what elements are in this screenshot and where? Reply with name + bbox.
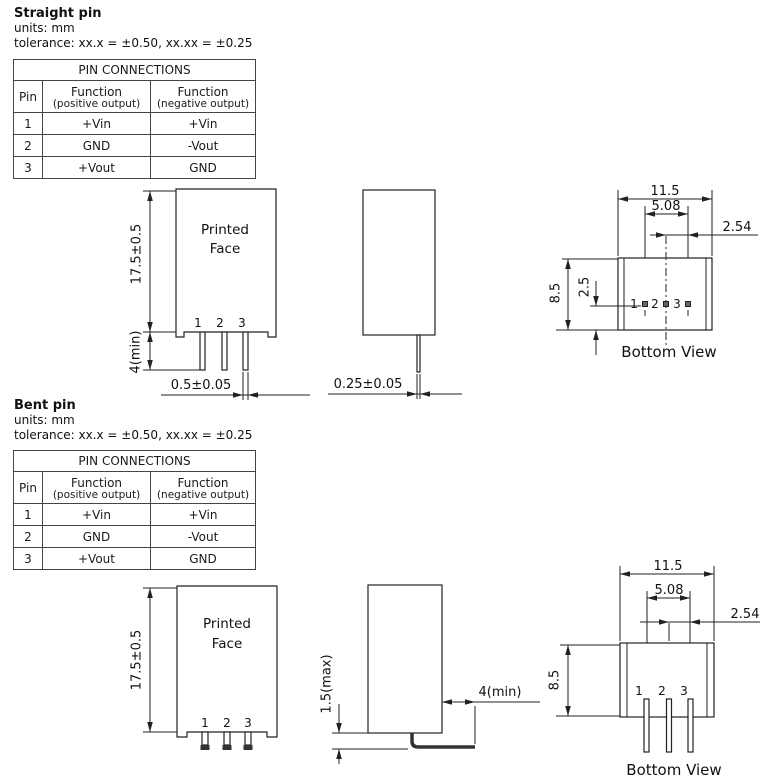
dim-pin-thickness-label: 0.25±0.05 — [333, 377, 403, 392]
pin-1 — [644, 699, 649, 752]
col-header-negative-sub: (negative output) — [156, 97, 250, 110]
dim-pin-pitch-label: 2.54 — [722, 220, 752, 235]
cell-pin: 1 — [14, 113, 43, 135]
cell-pin: 3 — [14, 157, 43, 179]
col-header-negative-sub: (negative output) — [156, 488, 250, 501]
dim-pin-span-label: 5.08 — [654, 583, 684, 598]
col-header-negative-main: Function — [177, 475, 229, 490]
cell-positive: GND — [43, 135, 151, 157]
bent-units-label: units: mm — [14, 413, 75, 427]
bent-bottom-view-drawing — [548, 559, 761, 779]
col-header-negative-main: Function — [177, 84, 229, 99]
dim-pin-length-label: 4(min) — [128, 330, 144, 374]
dim-pin-row-offset-label: 2.5 — [577, 276, 593, 298]
cell-positive: +Vout — [43, 548, 151, 570]
pin-number-3: 3 — [244, 716, 252, 730]
dim-body-height-label: 17.5±0.5 — [129, 223, 145, 285]
cell-negative: GND — [151, 157, 256, 179]
cell-pin: 1 — [14, 504, 43, 526]
cell-pin: 2 — [14, 526, 43, 548]
pin-2-end — [664, 302, 669, 307]
dim-pin-pitch-label: 2.54 — [730, 607, 760, 622]
cell-positive: GND — [43, 526, 151, 548]
table-title: PIN CONNECTIONS — [14, 60, 256, 81]
printed-face-label-line2: Face — [209, 241, 241, 257]
cell-negative: -Vout — [151, 526, 256, 548]
dim-pin-length-label: 4(min) — [478, 685, 522, 700]
dim-width-label: 11.5 — [650, 184, 680, 199]
pin-2 — [222, 332, 227, 370]
col-header-positive-main: Function — [70, 475, 123, 490]
col-header-positive-sub: (positive output) — [52, 97, 141, 110]
pin-number-3: 3 — [680, 684, 688, 698]
dim-depth-label: 8.5 — [548, 282, 564, 304]
printed-face-label-line1: Printed — [201, 222, 249, 238]
package-outline — [177, 586, 277, 737]
dim-depth-label: 8.5 — [547, 669, 563, 691]
straight-front-view-drawing — [129, 189, 311, 400]
straight-side-view-drawing — [328, 190, 462, 399]
pin-3-foot — [244, 745, 253, 750]
straight-bottom-view-drawing — [549, 184, 759, 361]
bent-tolerance-label: tolerance: xx.x = ±0.50, xx.xx = ±0.25 — [14, 428, 253, 442]
dim-pin-width-label: 0.5±0.05 — [170, 378, 232, 393]
pin-3 — [243, 332, 248, 370]
dim-width-label: 11.5 — [653, 559, 683, 574]
straight-pin-title: Straight pin — [14, 6, 102, 21]
pin-2 — [667, 699, 672, 752]
pin-number-2: 2 — [223, 716, 231, 730]
pin-1-end — [643, 302, 648, 307]
bent-front-view-drawing — [130, 586, 278, 750]
bottom-view-caption: Bottom View — [626, 761, 722, 779]
cell-negative: +Vin — [151, 113, 256, 135]
cell-positive: +Vin — [43, 113, 151, 135]
col-header-pin: Pin — [14, 81, 43, 113]
pin-3-end — [686, 302, 691, 307]
cell-pin: 3 — [14, 548, 43, 570]
pin-1 — [202, 732, 208, 745]
cell-negative: +Vin — [151, 504, 256, 526]
col-header-pin: Pin — [14, 472, 43, 504]
straight-units-label: units: mm — [14, 21, 75, 35]
package-outline — [176, 189, 276, 337]
pin-number-2: 2 — [651, 297, 659, 311]
cell-negative: GND — [151, 548, 256, 570]
pin-number-3: 3 — [238, 316, 246, 330]
dim-pin-span-label: 5.08 — [651, 199, 681, 214]
pin-3 — [245, 732, 251, 745]
col-header-positive-main: Function — [70, 84, 123, 99]
bent-pin-title: Bent pin — [14, 398, 76, 413]
printed-face-label-line2: Face — [211, 636, 243, 652]
printed-face-label-line1: Printed — [203, 616, 251, 632]
cell-pin: 2 — [14, 135, 43, 157]
package-outline — [618, 258, 712, 330]
pin-2-foot — [223, 745, 232, 750]
pin-1-foot — [201, 745, 210, 750]
pin-number-1: 1 — [635, 684, 643, 698]
pin-3 — [688, 699, 693, 752]
pin-number-1: 1 — [201, 716, 209, 730]
cell-negative: -Vout — [151, 135, 256, 157]
pin-number-2: 2 — [658, 684, 666, 698]
pin-number-2: 2 — [216, 316, 224, 330]
pin-side — [417, 335, 420, 372]
bottom-view-caption: Bottom View — [621, 343, 717, 361]
bent-side-view-drawing — [320, 585, 541, 764]
cell-positive: +Vin — [43, 504, 151, 526]
straight-tolerance-label: tolerance: xx.x = ±0.50, xx.xx = ±0.25 — [14, 36, 253, 50]
dim-body-height-label: 17.5±0.5 — [129, 629, 145, 691]
pin-number-3: 3 — [673, 297, 681, 311]
pin-number-1: 1 — [194, 316, 202, 330]
pin-1 — [200, 332, 205, 370]
dim-standoff-label: 1.5(max) — [319, 654, 335, 714]
package-outline — [363, 190, 435, 335]
table-title: PIN CONNECTIONS — [14, 451, 256, 472]
bent-pin — [412, 733, 475, 747]
pin-2 — [224, 732, 230, 745]
package-outline — [368, 585, 442, 733]
pin-number-1: 1 — [630, 297, 638, 311]
cell-positive: +Vout — [43, 157, 151, 179]
col-header-positive-sub: (positive output) — [52, 488, 141, 501]
